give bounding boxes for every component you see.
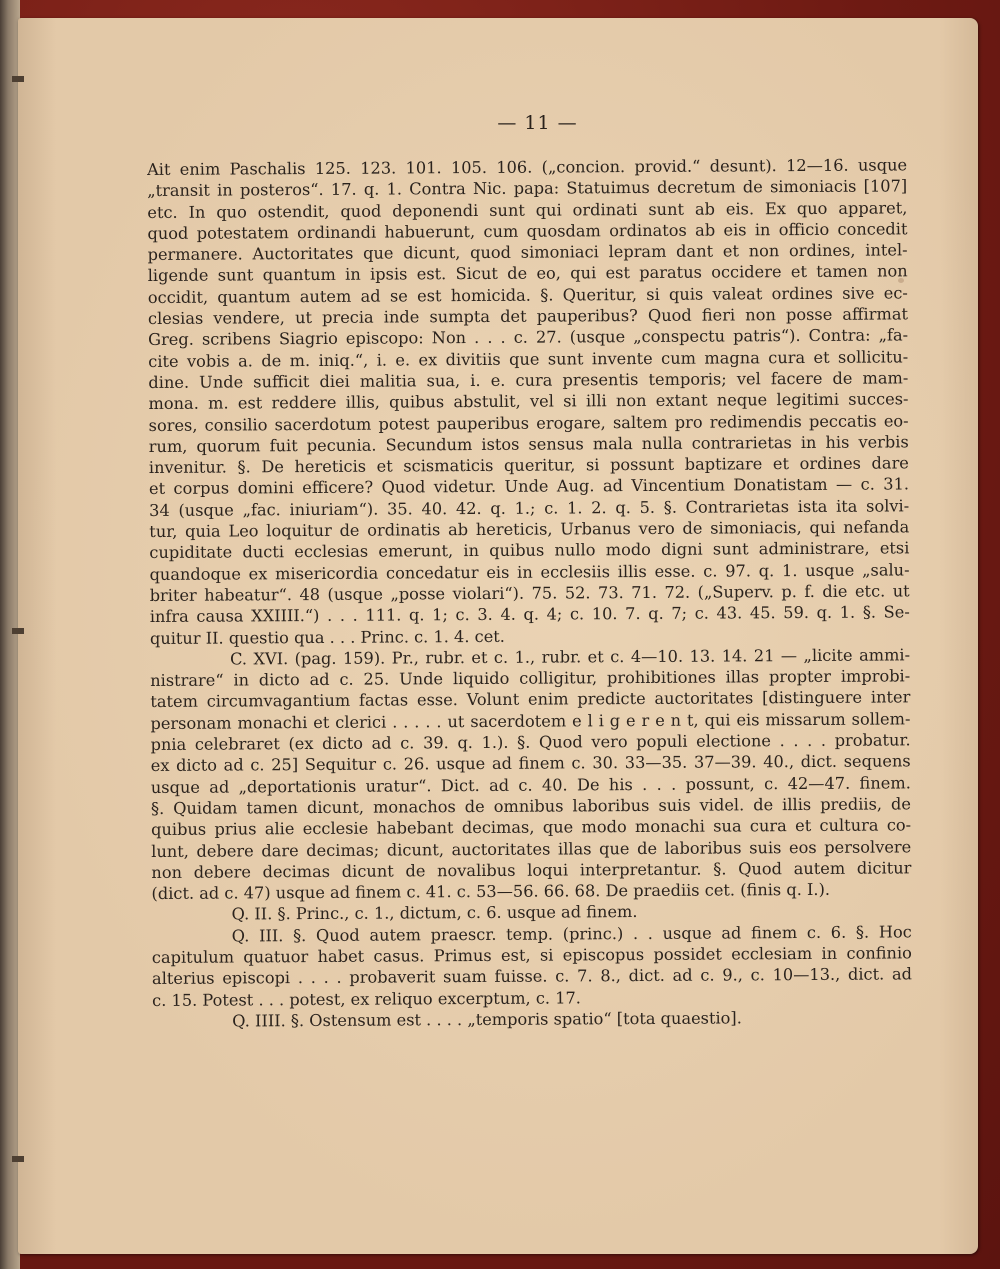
text-line: (dict. ad c. 47) usque ad finem c. 41. c. 53—56. 66. 68. De praediis cet. (finis q. I.). xyxy=(151,879,831,904)
page-number: — 11 — xyxy=(497,112,578,134)
text-line: §. Quidam tamen dicunt, monachos de omnibus laboribus suis videl. de illis prediis, de xyxy=(150,794,912,818)
section-heading-line: Q. IIII. §. Ostensum est . . . . „temporis spatio“ [tota quaestio]. xyxy=(232,1008,742,1031)
text-line: infra causa XXIIII.“) . . . 111. q. 1; c. 3. 4. q. 4; c. 10. 7. q. 7; c. 43. 45. 59. q. 1. §. Se- xyxy=(149,602,910,627)
text-line: usque ad „deportationis uratur“. Dict. ad c. 40. De his . . . possunt, c. 42—47. finem. xyxy=(150,772,911,797)
text-line: tatem circumvagantium factas esse. Volunt enim predicte auctoritates [distinguere inter xyxy=(150,687,911,712)
text-line: c. 15. Potest . . . potest, ex reliquo excerptum, c. 17. xyxy=(152,987,581,1010)
text-line: 34 (usque „fac. iniuriam“). 35. 40. 42. q. 1.; c. 1. 2. q. 5. §. Contrarietas ista ita solvi- xyxy=(149,496,910,520)
text-line: capitulum quatuor habet casus. Primus est, si episcopus possidet ecclesiam in confinio xyxy=(151,943,912,967)
section-heading-line: Q. III. §. Quod autem praescr. temp. (princ.) . . usque ad finem c. 6. §. Hoc xyxy=(231,922,912,946)
text-line: sores, consilio sacerdotum potest pauperibus erogare, saltem pro redimendis peccatis eo- xyxy=(148,410,909,435)
body-text xyxy=(147,154,912,1032)
text-line: dine. Unde sufficit diei malitia sua, i. e. cura presentis temporis; vel facere de mam- xyxy=(148,368,909,392)
text-line: quandoque ex misericordia concedatur eis in ecclesiis illis esse. c. 97. q. 1. usque „salu- xyxy=(149,559,910,584)
text-line: pnia celebraret (ex dicto ad c. 39. q. 1.). §. Quod vero populi electione . . . . probatur. xyxy=(150,730,911,755)
text-line: Ait enim Paschalis 125. 123. 101. 105. 106. („concion. provid.“ desunt). 12—16. usque xyxy=(147,155,908,179)
text-line: clesias vendere, ut precia inde sumpta det pauperibus? Quod fieri non posse affirmat xyxy=(147,304,909,329)
text-line: invenitur. §. De hereticis et scismaticis queritur, si possunt baptizare et ordines dare xyxy=(148,453,909,478)
book-binding xyxy=(0,0,20,1269)
text-line: lunt, debere dare decimas; dicunt, auctoritates illas que de laboribus suis eos persolvere xyxy=(151,836,912,861)
text-line: occidit, quantum autem ad se est homicida. §. Queritur, si quis valeat ordines sive ec- xyxy=(147,283,908,307)
binding-staple-bottom xyxy=(12,1156,24,1162)
text-line: ex dicto ad c. 25] Sequitur c. 26. usque ad finem c. 30. 33—35. 37—39. 40., dict. sequens xyxy=(150,751,911,776)
text-line: personam monachi et clerici . . . . . ut sacerdotem e l i g e r e n t, qui eis missarum sollem- xyxy=(150,709,911,733)
text-line: mona. m. est reddere illis, quibus abstulit, vel si illi non extant neque legitimi succes- xyxy=(148,389,909,414)
text-line: cupiditate ducti ecclesias emerunt, in quibus nullo modo digni sunt administrare, etsi xyxy=(149,538,910,563)
text-line: et corpus domini efficere? Quod videtur. Unde Aug. ad Vincentium Donatistam — c. 31. xyxy=(148,474,910,499)
text-line: rum, quorum fuit pecunia. Secundum istos sensus mala nulla contrarietas in his verbis xyxy=(148,432,909,456)
text-line: non debere decimas dicunt de novalibus loqui interpretantur. §. Quod autem dicitur xyxy=(151,858,912,882)
text-line: quod potestatem ordinandi habuerunt, cum quosdam ordinatos ab eis in officio concedit xyxy=(147,219,908,243)
text-line: briter habeatur“. 48 (usque „posse violari“). 75. 52. 73. 71. 72. („Superv. p. f. die etc. ut xyxy=(149,581,910,605)
text-line: ligende sunt quantum in ipsis est. Sicut de eo, qui est paratus occidere et tamen non xyxy=(147,261,908,286)
binding-staple-top xyxy=(12,76,24,82)
section-heading-line: C. XVI. (pag. 159). Pr., rubr. et c. 1., rubr. et c. 4—10. 13. 14. 21 — „licite ammi- xyxy=(229,645,911,669)
binding-staple-middle xyxy=(12,628,24,634)
text-line: Greg. scribens Siagrio episcopo: Non . . . c. 27. (usque „conspectu patris“). Contra: „fa- xyxy=(148,325,909,350)
text-line: alterius episcopi . . . . probaverit suam fuisse. c. 7. 8., dict. ad c. 9., c. 10—13., dict. ad xyxy=(151,964,913,989)
text-line: cite vobis a. de m. iniq.“, i. e. ex divitiis que sunt invente cum magna cura et sollicitu- xyxy=(148,347,909,371)
text-line: „transit in posteros“. 17. q. 1. Contra Nic. papa: Statuimus decretum de simoniacis [107] xyxy=(147,176,908,201)
text-line: etc. In quo ostendit, quod deponendi sunt qui ordinati sunt ab eis. Ex quo apparet, xyxy=(147,197,908,222)
text-line: quibus prius alie ecclesie habebant decimas, que modo monachi sua cura et cultura co- xyxy=(151,815,912,840)
text-line: tur, quia Leo loquitur de ordinatis ab hereticis, Urbanus vero de simoniacis, qui nefanda xyxy=(149,517,910,542)
text-line: permanere. Auctoritates que dicunt, quod simoniaci lepram dant et non ordines, intel- xyxy=(147,240,908,265)
text-line: quitur II. questio qua . . . Princ. c. 1. 4. cet. xyxy=(149,626,505,648)
text-line: nistrare“ in dicto ad c. 25. Unde liquido colligitur, prohibitiones illas propter improbi- xyxy=(150,666,911,691)
section-heading-line: Q. II. §. Princ., c. 1., dictum, c. 6. usque ad finem. xyxy=(231,902,638,924)
